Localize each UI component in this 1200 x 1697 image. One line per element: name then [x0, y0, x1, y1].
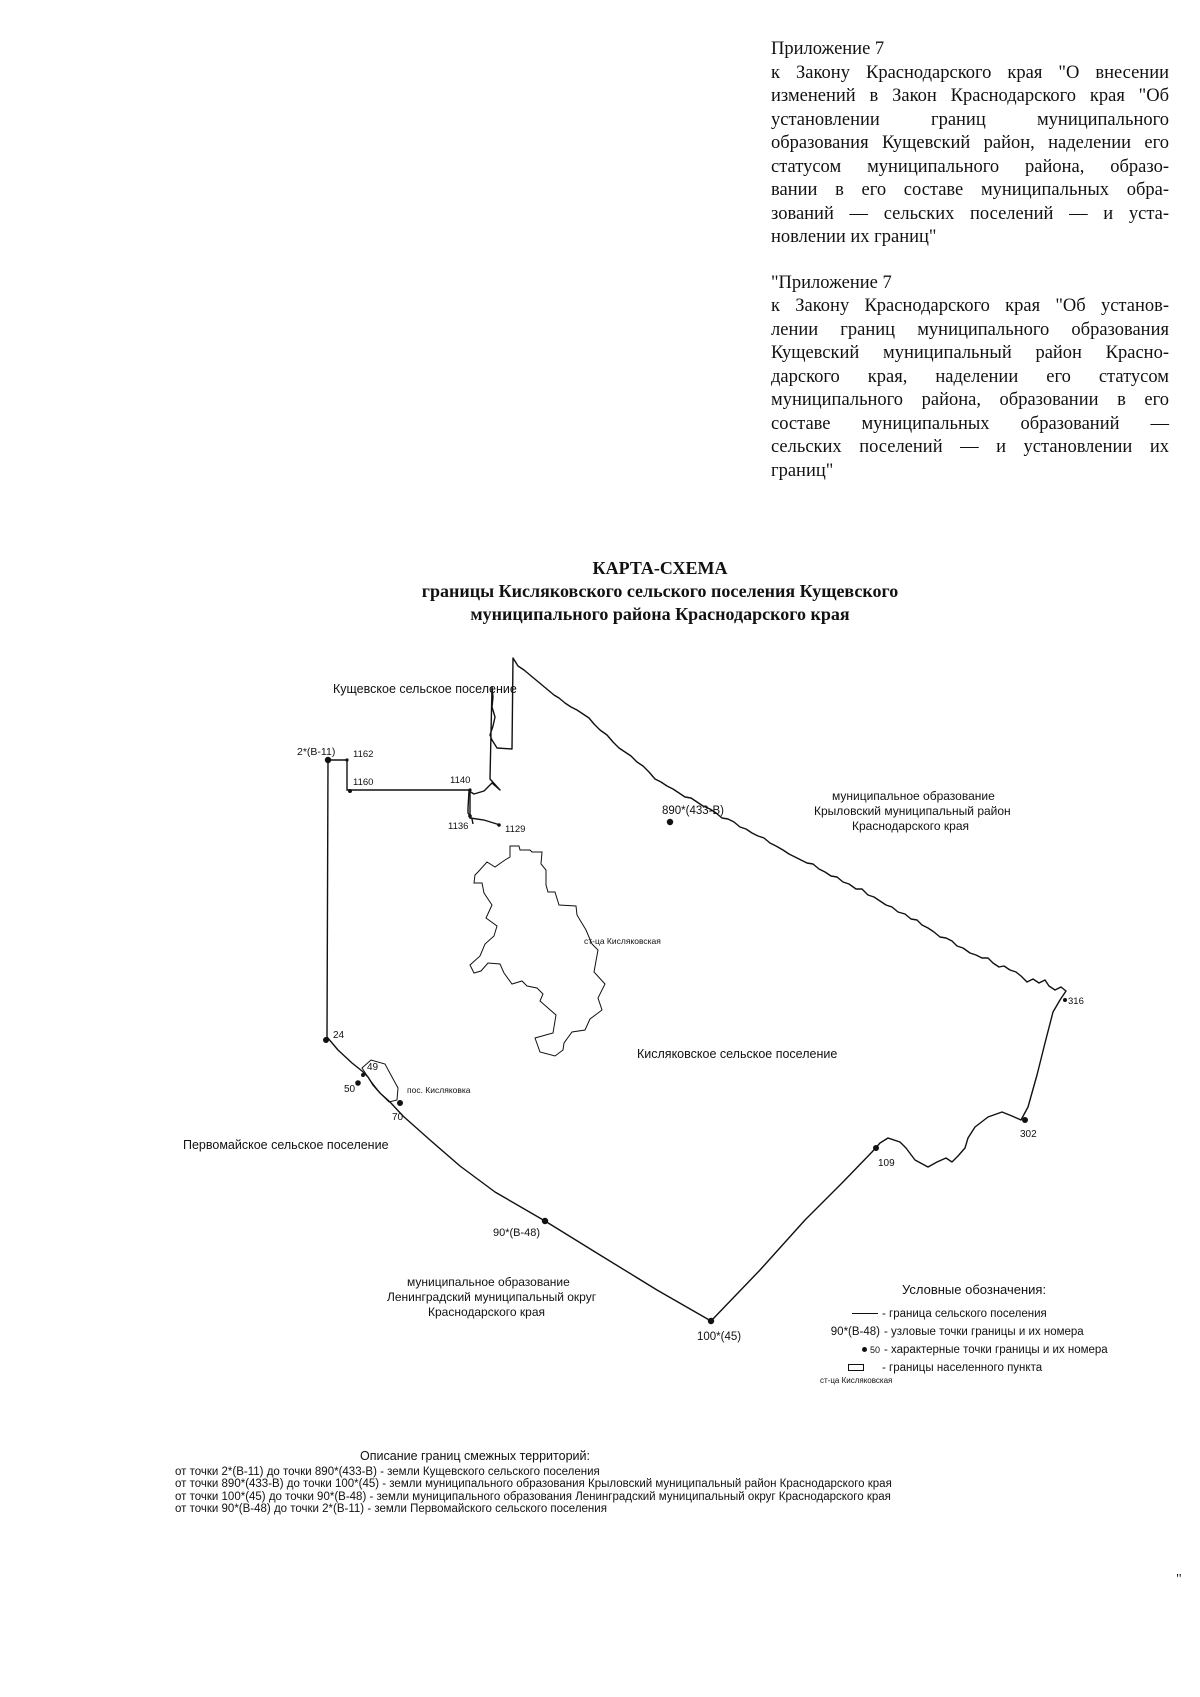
appendix-note-line-5: образования Кущевский район, наделении его	[771, 133, 1169, 153]
map-title-line-3: муниципального района Краснодарского края	[470, 604, 850, 624]
legend-row-settlement	[820, 1362, 1042, 1374]
point-50-marker	[355, 1080, 361, 1086]
point-1136-marker	[468, 814, 472, 818]
appendix-note-line-7: вании в его составе муниципальных обра-	[771, 180, 1169, 200]
legend-characteristic-text: - характерные точки границы и их номера	[884, 1344, 1108, 1356]
legend-title: Условные обозначения:	[902, 1282, 1047, 1297]
description-line-2: от точки 890*(433-В) до точки 100*(45) - земли муниципального образования Крыловский муниципальный район Краснодарского края	[175, 1478, 892, 1490]
label-point-24: 24	[333, 1030, 345, 1041]
label-point-316: 316	[1068, 996, 1084, 1007]
label-point-50: 50	[344, 1084, 356, 1095]
south-neighbor-label-3: Краснодарского края	[428, 1305, 545, 1319]
northwest-step-boundary	[328, 760, 500, 825]
label-point-2: 2*(В-11)	[297, 746, 336, 758]
map-title-line-1: КАРТА-СХЕМА	[592, 558, 728, 578]
appendix-note-line-8: зований — сельских поселений — и уста-	[771, 203, 1169, 224]
characteristic-point-symbol	[862, 1347, 867, 1352]
legend-nodal-sample: 90*(В-48)	[830, 1326, 880, 1338]
point-302-marker	[1022, 1117, 1028, 1123]
label-point-1129: 1129	[505, 824, 526, 835]
appendix-original-note-line-9: границ"	[771, 460, 834, 481]
label-point-49: 49	[367, 1062, 379, 1073]
point-1129-marker	[497, 823, 501, 827]
legend-row-characteristic	[820, 1344, 1108, 1356]
description-title: Описание границ смежных территорий:	[360, 1449, 590, 1463]
map-title-line-2: границы Кисляковского сельского поселения Кущевского	[421, 581, 899, 601]
description-line-1: от точки 2*(В-11) до точки 890*(433-В) - земли Кущевского сельского поселения	[175, 1465, 600, 1478]
point-1140-marker	[468, 788, 471, 791]
description-line-3: от точки 100*(45) до точки 90*(В-48) - земли муниципального образования Ленинградский муниципальный округ Краснодарского края	[175, 1490, 891, 1503]
label-point-90: 90*(В-48)	[493, 1227, 541, 1239]
appendix-note-line-6: статусом муниципального района, образо-	[771, 156, 1169, 177]
label-point-1160: 1160	[353, 777, 374, 788]
description-line-4: от точки 90*(В-48) до точки 2*(В-11) - земли Первомайского сельского поселения	[175, 1503, 607, 1515]
settlement-name-label: Кисляковское сельское поселение	[637, 1047, 838, 1061]
legend-settlement-text: - границы населенного пункта	[882, 1362, 1043, 1374]
appendix-original-note-line-6: муниципального района, образовании в его	[771, 390, 1169, 410]
label-point-1136: 1136	[448, 821, 469, 832]
appendix-original-note-line-2: к Закону Краснодарского края "Об установ-	[771, 296, 1169, 316]
appendix-note-line-3: изменений в Закон Краснодарского края "Об	[771, 86, 1169, 106]
label-point-100: 100*(45)	[697, 1331, 742, 1343]
appendix-note-line-2: к Закону Краснодарского края "О внесении	[771, 62, 1169, 83]
point-labels	[297, 746, 1084, 1343]
east-neighbor-label-3: Краснодарского края	[852, 819, 969, 833]
appendix-note-line-1: Приложение 7	[771, 39, 885, 59]
boundary-line-symbol	[852, 1313, 878, 1314]
boundary-points	[323, 757, 1067, 1324]
north-neighbor-label: Кущевское сельское поселение	[333, 682, 517, 696]
area-labels	[183, 682, 1011, 1319]
appendix-original-note-line-1: "Приложение 7	[771, 272, 892, 293]
settlement-boundary-symbol	[848, 1364, 864, 1371]
settlement-boundary-line	[327, 658, 1066, 1321]
adjacent-territories-description	[175, 1450, 1035, 1516]
legend-characteristic-number: 50	[869, 1345, 880, 1355]
legend-nodal-text: - узловые точки границы и их номера	[884, 1326, 1084, 1338]
point-49-marker	[361, 1073, 365, 1077]
village-label: ст-ца Кисляковская	[584, 936, 661, 946]
legend-settlement-sample: ст-ца Кисляковская	[820, 1376, 893, 1385]
south-neighbor-label-2: Ленинградский муниципальный округ	[387, 1290, 597, 1304]
legend-boundary-text: - граница сельского поселения	[882, 1308, 1047, 1320]
hamlet-label: пос. Кисляковка	[407, 1085, 471, 1095]
label-point-890: 890*(433-В)	[662, 805, 725, 817]
point-1162-marker	[345, 758, 348, 761]
legend-row-boundary	[820, 1308, 1047, 1320]
label-point-1162: 1162	[353, 749, 374, 760]
point-90-marker	[542, 1218, 548, 1224]
point-109-marker	[873, 1145, 879, 1151]
east-neighbor-label-1: муниципальное образование	[832, 789, 995, 803]
appendix-original-note-line-4: Кущевский муниципальный район Красно-	[771, 343, 1169, 363]
point-24-marker	[323, 1037, 329, 1043]
label-point-70: 70	[392, 1112, 404, 1123]
label-point-302: 302	[1020, 1129, 1037, 1140]
appendix-original-note-line-8: сельских поселений — и установлении их	[771, 437, 1169, 457]
legend-row-nodal	[820, 1326, 1084, 1338]
appendix-original-note-line-7: составе муниципальных образований —	[771, 413, 1169, 434]
appendix-original-note-line-5: дарского края, наделении его статусом	[771, 366, 1169, 387]
legend-characteristic-sample	[820, 1344, 880, 1356]
point-316-marker	[1063, 998, 1067, 1002]
west-neighbor-label: Первомайское сельское поселение	[183, 1138, 389, 1152]
appendix-note-line-9: новлении их границ"	[771, 227, 937, 247]
closing-quote: "	[1176, 1572, 1182, 1587]
village-boundary	[470, 846, 605, 1056]
point-890-marker	[667, 819, 673, 825]
point-100-marker	[708, 1318, 714, 1324]
point-1160-marker	[348, 789, 352, 793]
appendix-original-note-line-3: лении границ муниципального образования	[771, 319, 1169, 340]
label-point-1140: 1140	[450, 775, 471, 786]
east-neighbor-label-2: Крыловский муниципальный район	[814, 804, 1011, 818]
appendix-note-line-4: установлении границ муниципального	[771, 109, 1169, 130]
point-70-marker	[397, 1100, 403, 1106]
south-neighbor-label-1: муниципальное образование	[407, 1275, 570, 1289]
label-point-109: 109	[878, 1158, 895, 1169]
